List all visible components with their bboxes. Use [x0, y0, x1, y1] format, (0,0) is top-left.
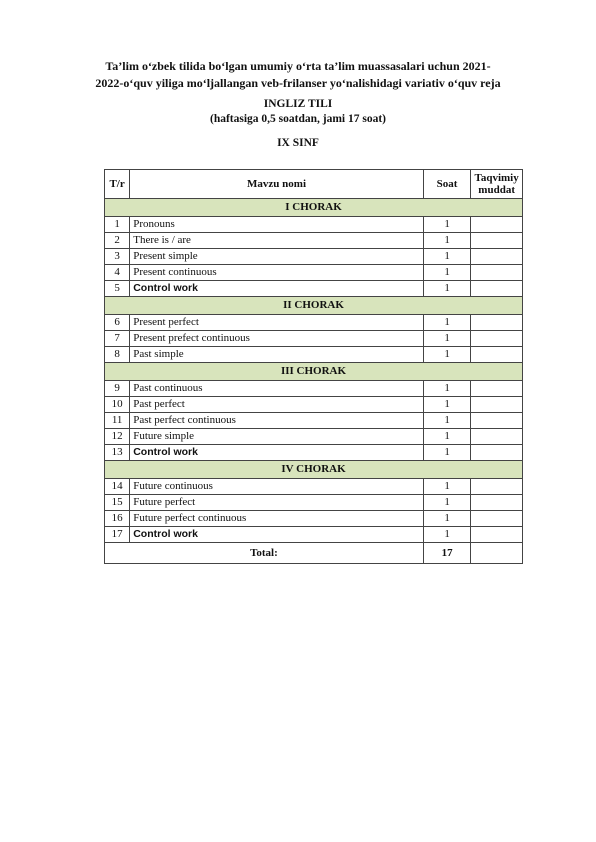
row-schedule [471, 429, 523, 445]
row-hours: 1 [423, 397, 470, 413]
table-row [105, 397, 523, 413]
row-number: 10 [105, 397, 130, 413]
table-row [105, 217, 523, 233]
table-row [105, 495, 523, 511]
row-schedule [471, 315, 523, 331]
subject-name: INGLIZ TILI [263, 98, 333, 110]
row-number: 15 [105, 495, 130, 511]
row-hours: 1 [423, 315, 470, 331]
subject-heading [0, 97, 596, 127]
row-hours: 1 [423, 347, 470, 363]
column-header-hours: Soat [423, 170, 470, 199]
row-schedule [471, 397, 523, 413]
total-schedule-cell [471, 543, 523, 564]
row-number: 1 [105, 217, 130, 233]
row-hours: 1 [423, 511, 470, 527]
row-schedule [471, 479, 523, 495]
row-schedule [471, 381, 523, 397]
table-row [105, 331, 523, 347]
row-number: 5 [105, 281, 130, 297]
row-number: 6 [105, 315, 130, 331]
row-schedule [471, 249, 523, 265]
row-topic: Past perfect continuous [130, 413, 424, 429]
row-hours: 1 [423, 249, 470, 265]
table-row [105, 281, 523, 297]
row-schedule [471, 495, 523, 511]
quarter-header-row [105, 461, 523, 479]
row-topic: Past simple [130, 347, 424, 363]
column-header-schedule [471, 170, 523, 199]
row-topic: There is / are [130, 233, 424, 249]
row-schedule [471, 445, 523, 461]
table-row [105, 445, 523, 461]
row-number: 16 [105, 511, 130, 527]
row-schedule [471, 233, 523, 249]
row-schedule [471, 265, 523, 281]
row-hours: 1 [423, 495, 470, 511]
row-schedule [471, 511, 523, 527]
row-schedule [471, 217, 523, 233]
row-topic: Future continuous [130, 479, 424, 495]
quarter-name: IV CHORAK [105, 461, 523, 479]
table-row [105, 265, 523, 281]
total-row [105, 543, 523, 564]
total-hours: 17 [423, 543, 470, 564]
row-number: 17 [105, 527, 130, 543]
row-topic: Present perfect [130, 315, 424, 331]
row-hours: 1 [423, 331, 470, 347]
row-number: 11 [105, 413, 130, 429]
table-row [105, 347, 523, 363]
row-topic: Present prefect continuous [130, 331, 424, 347]
row-topic: Past continuous [130, 381, 424, 397]
row-number: 9 [105, 381, 130, 397]
table-header-row [105, 170, 523, 199]
row-hours: 1 [423, 281, 470, 297]
row-topic: Pronouns [130, 217, 424, 233]
curriculum-table [104, 169, 523, 564]
row-topic: Future perfect continuous [130, 511, 424, 527]
schedule-header-line-1: Taqvimiy [474, 172, 519, 184]
title-line-1: Ta’lim o‘zbek tilida bo‘lgan umumiy o‘rta ta’lim muassasalari uchun 2021- [105, 59, 491, 73]
table-row [105, 511, 523, 527]
hours-note: (haftasiga 0,5 soatdan, jami 17 soat) [209, 113, 386, 125]
row-hours: 1 [423, 217, 470, 233]
row-hours: 1 [423, 429, 470, 445]
row-schedule [471, 281, 523, 297]
row-topic: Future simple [130, 429, 424, 445]
row-topic: Control work [130, 281, 424, 297]
table-row [105, 429, 523, 445]
row-number: 12 [105, 429, 130, 445]
row-topic: Present continuous [130, 265, 424, 281]
table-row [105, 479, 523, 495]
table-row [105, 527, 523, 543]
row-hours: 1 [423, 445, 470, 461]
row-schedule [471, 413, 523, 429]
row-hours: 1 [423, 413, 470, 429]
row-schedule [471, 527, 523, 543]
row-hours: 1 [423, 265, 470, 281]
row-schedule [471, 347, 523, 363]
row-hours: 1 [423, 479, 470, 495]
row-schedule [471, 331, 523, 347]
table-row [105, 233, 523, 249]
table-row [105, 315, 523, 331]
table-row [105, 381, 523, 397]
row-number: 8 [105, 347, 130, 363]
row-hours: 1 [423, 381, 470, 397]
schedule-header-line-2: muddat [478, 184, 515, 196]
column-header-topic: Mavzu nomi [130, 170, 424, 199]
quarter-header-row [105, 363, 523, 381]
row-topic: Present simple [130, 249, 424, 265]
row-number: 13 [105, 445, 130, 461]
quarter-name: III CHORAK [105, 363, 523, 381]
row-hours: 1 [423, 527, 470, 543]
document-title [40, 58, 556, 92]
row-number: 14 [105, 479, 130, 495]
total-label: Total: [105, 543, 424, 564]
quarter-header-row [105, 199, 523, 217]
row-number: 7 [105, 331, 130, 347]
grade-heading: IX SINF [277, 137, 319, 149]
title-line-2: 2022-o‘quv yiliga mo‘ljallangan veb-frilanser yo‘nalishidagi variativ o‘quv reja [95, 76, 501, 90]
quarter-header-row [105, 297, 523, 315]
row-topic: Future perfect [130, 495, 424, 511]
column-header-num: T/r [105, 170, 130, 199]
row-number: 3 [105, 249, 130, 265]
quarter-name: I CHORAK [105, 199, 523, 217]
row-topic: Control work [130, 445, 424, 461]
table-row [105, 249, 523, 265]
quarter-name: II CHORAK [105, 297, 523, 315]
row-topic: Past perfect [130, 397, 424, 413]
row-hours: 1 [423, 233, 470, 249]
row-number: 4 [105, 265, 130, 281]
table-body [105, 199, 523, 543]
row-number: 2 [105, 233, 130, 249]
table-row [105, 413, 523, 429]
row-topic: Control work [130, 527, 424, 543]
